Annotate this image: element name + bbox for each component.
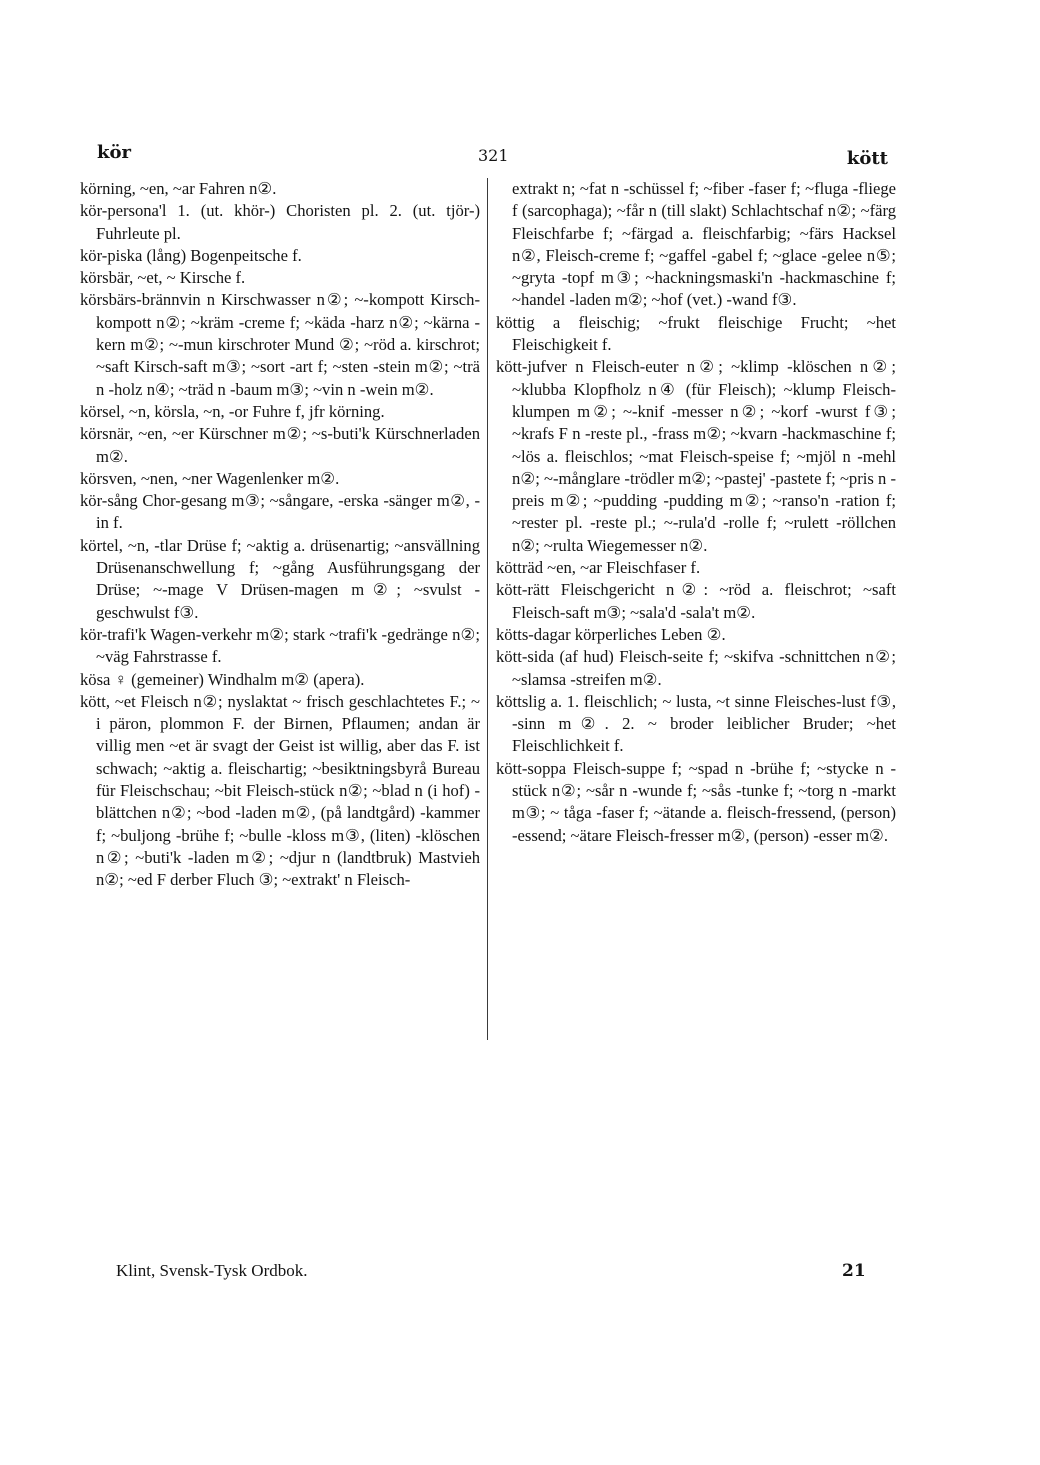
entry-kott-continued: extrakt n; ~fat n -schüssel f; ~fiber -faser f; ~fluga -fliege f (sarcophaga); ~får n (till slakt) Schlachtschaf n②; ~färg Fleischfarbe f; ~färgad a. fleischfarbig; ~färs Hacksel n②, Fleisch-creme f; ~gaffel -gabel f; ~glace -gelee n⑤; ~gryta -topf m③; ~hackningsmaski'n -hackmaschine f; ~handel -laden m②; ~hof (vet.) -wand f③. bbox=[512, 179, 896, 310]
entry-kott: kött, ~et Fleisch n②; nyslaktat ~ frisch geschlachtetes F.; ~ i päron, plommon F. der Birnen, Pflaumen; andan är villig men ~et är svagt der Geist ist willig, aber das F. ist schwach; ~aktig a. fleischartig; ~besiktningsbyrå Bureau für Fleischschau; ~bit Fleisch-stück n②; ~blad n (i hof) -blättchen n②; ~bod -laden m②, (på landtgård) -kammer f; ~buljong -brühe f; ~bulle -kloss m③, (liten) -klöschen n②; ~buti'k -laden m②; ~djur n (landtbruk) Mastvieh n②; ~ed F derber Fluch ③; ~extrakt' n Fleisch- bbox=[80, 691, 480, 890]
entry-kor-sang: kör-sång Chor-gesang m③; ~sångare, -erska -sänger m②, -in f. bbox=[80, 491, 480, 533]
entry-korsbars: körsbärs-brännvin n Kirschwasser n②; ~-kompott Kirsch-kompott n②; ~kräm -creme f; ~käda -harz n②; ~kärna -kern m②; ~-mun kirschroter Mund ②; ~röd a. kirschrot; ~saft Kirsch-saft m③; ~sort -art f; ~sten -stein m②; ~trä n -holz n④; ~träd n -baum m③; ~vin n -wein m②. bbox=[80, 290, 480, 399]
running-head-left: kör bbox=[97, 142, 131, 163]
left-column bbox=[80, 178, 480, 892]
footer-book-title: Klint, Svensk-Tysk Ordbok. bbox=[116, 1261, 308, 1280]
entry-korsven: körsven, ~nen, ~ner Wagenlenker m②. bbox=[80, 468, 340, 488]
entry-kott-soppa: kött-soppa Fleisch-suppe f; ~spad n -brühe f; ~stycke n -stück n②; ~sår n -wunde f; ~sås -tunke f; ~torg n -markt m③; ~ tåga -faser f; ~ätande a. fleisch-fressend, (person) -essend; ~ätare Fleisch-fresser m②, (person) -esser m②. bbox=[496, 758, 896, 845]
entry-kottig: köttig a fleischig; ~frukt fleischige Frucht; ~het Fleischigkeit f. bbox=[496, 312, 896, 355]
entry-korsel: körsel, ~n, körsla, ~n, -or Fuhre f, jfr körning. bbox=[80, 401, 385, 421]
entry-kottrad: kötträd ~en, ~ar Fleischfaser f. bbox=[496, 558, 701, 578]
entry-kor-piska: kör-piska (lång) Bogenpeitsche f. bbox=[80, 245, 302, 265]
right-column bbox=[496, 178, 896, 847]
entry-kott-ratt: kött-rätt Fleischgericht n②: ~röd a. fleischrot; ~saft Fleisch-saft m③; ~sala'd -sala't m②. bbox=[496, 580, 896, 622]
column-divider bbox=[487, 178, 488, 1040]
footer-signature-number: 21 bbox=[842, 1261, 866, 1281]
entry-kott-jufver: kött-jufver n Fleisch-euter n②; ~klimp -klöschen n②; ~klubba Klopfholz n④ (für Fleisch); ~klump Fleisch-klumpen m②; ~-knif -messer n②; ~korf -wurst f③; ~krafs F n -reste pl., -frass m②; ~kvarn -hackmaschine f; ~lös a. fleischlos; ~mat Fleisch-speise f; ~mjöl n -mehl n②; ~-månglare -trödler m②; ~pastej' -pastete f; ~pris n -preis m②; ~pudding -pudding m②; ~ranso'n -ration f; ~rester pl. -reste pl.; ~-rula'd -rolle f; ~rulett -röllchen n②; ~rulta Wiegemesser n②. bbox=[496, 357, 896, 555]
entry-korsbar: körsbär, ~et, ~ Kirsche f. bbox=[80, 268, 246, 288]
entry-kor-personal: kör-persona'l 1. (ut. khör-) Choristen pl. 2. (ut. tjör-) Fuhrleute pl. bbox=[80, 201, 480, 243]
entry-korning: körning, ~en, ~ar Fahren n②. bbox=[80, 179, 277, 198]
entry-kosa: kösa ♀ (gemeiner) Windhalm m② (apera). bbox=[80, 669, 365, 689]
entry-kott-sida: kött-sida (af hud) Fleisch-seite f; ~skifva -schnittchen n②; ~slamsa -streifen m②. bbox=[496, 647, 896, 689]
entry-korsnar: körsnär, ~en, ~er Kürschner m②; ~s-buti'k Kürschnerladen m②. bbox=[80, 424, 480, 466]
entry-kortel: körtel, ~n, -tlar Drüse f; ~aktig a. drüsenartig; ~ansvällning Drüsenanschwellung f; ~gång Ausführungsgang der Drüse; ~-mage V Drüsen-magen m②; ~svulst -geschwulst f③. bbox=[80, 535, 480, 622]
running-head-right: kött bbox=[846, 148, 888, 169]
entry-kottslig: köttslig a. 1. fleischlich; ~ lusta, ~t sinne Fleisches-lust f③, -sinn m②. 2. ~ broder leiblicher Bruder; ~het Fleischlichkeit f. bbox=[496, 691, 896, 756]
entry-kor-trafik: kör-trafi'k Wagen-verkehr m②; stark ~trafi'k -gedränge n②; ~väg Fahrstrasse f. bbox=[80, 624, 480, 667]
entry-kotts-dagar: kötts-dagar körperliches Leben ②. bbox=[496, 624, 726, 644]
page-number: 321 bbox=[478, 146, 509, 165]
